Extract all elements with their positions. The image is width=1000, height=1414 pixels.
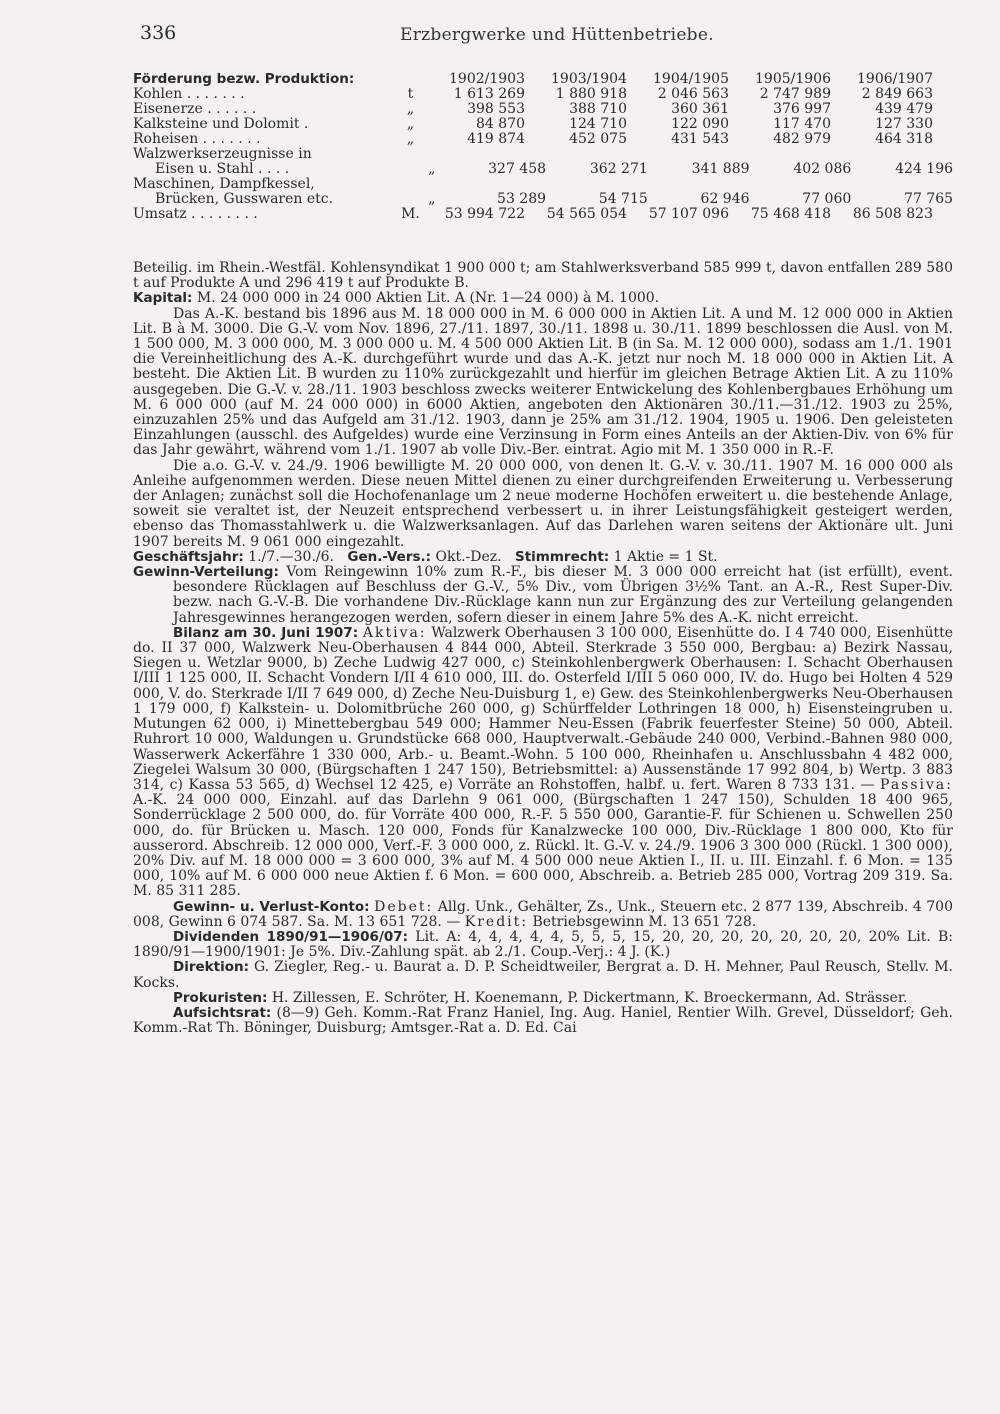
table-cell: 62 946 — [700, 191, 750, 207]
table-cell: 53 289 — [497, 191, 547, 207]
kredit-label: Kredit: — [464, 913, 528, 930]
row-unit: „ — [406, 101, 415, 117]
kapital-paragraph-1: Das A.-K. bestand bis 1896 aus M. 18 000 000 in M. 6 000 000 in Aktien Lit. A und M. 12 000 000 in Aktien Lit. B à M. 3000. Die G.-V. vom Nov. 1896, 27./11. 1897, 30./11. 1898 u. 30./11. 1899 beschlossen die Ausl. von M. 1 500 000, M. 3 000 000, M. 3 000 000 u. M. 4 500 000 Aktien Lit. B (in Sa. M. 12 000 000), sodass am 1./1. 1901 die Vereinheitlichung des A.-K. durchgeführt wurde und das A.-K. jetzt nur noch M. 18 000 000 in Aktien Lit. A besteht. Die Aktien Lit. B wurden zu 110% zurückgezahlt und hierfür im gleichen Betrage Aktien Lit. A zu 110% ausgegeben. Die G.-V. v. 28./11. 1903 beschloss zwecks weiterer Entwickelung des Kohlenbergbaues Erhöhung um M. 6 000 000 (auf M. 24 000 000) in 6000 Aktien, angeboten den Aktionären 30./11.—31./12. 1903 zu 25%, einzuzahlen 25% und das Aufgeld am 31./12. 1903, dann je 25% am 31./12. 1904, 1905 u. 1906. Den geleisteten Einzahlungen (ausschl. des Aufgeldes) wurde eine Verzinsung in Form eines Anteils an der Aktien-Div. von 6% für das Jahr gewährt, während vom 1./1. 1907 ab volle Div.-Ber. eintrat. Agio mit M. 1 350 000 in R.-F. — [133, 305, 953, 459]
row-label: Umsatz . . . . . . . . — [133, 207, 258, 222]
gewinn-section — [133, 565, 953, 626]
table-cell: 388 710 — [569, 101, 627, 117]
direktion-text: G. Ziegler, Reg.- u. Baurat a. D. P. Scheidtweiler, Bergrat a. D. H. Mehner, Paul Reusch, Stellv. M. Kocks. — [133, 959, 953, 991]
row-label: Kohlen . . . . . . . — [133, 87, 245, 102]
table-cell: 2 046 563 — [657, 86, 729, 102]
kapital-text: M. 24 000 000 in 24 000 Aktien Lit. A (Nr. 1—24 000) à M. 1000. — [196, 290, 660, 307]
stimmrecht-value: 1 Aktie = 1 St. — [613, 548, 718, 565]
table-cell: 84 870 — [476, 116, 525, 132]
syndicate-note: Beteilig. im Rhein.-Westfäl. Kohlensyndikat 1 900 000 t; am Stahlwerksverband 585 999 t, davon entfallen 289 580 t auf Produkte A und 296 419 t auf Produkte B. — [133, 260, 953, 292]
table-cell: 398 553 — [467, 101, 525, 117]
prokuristen-label: Prokuristen: — [173, 989, 268, 1006]
table-row — [133, 162, 953, 177]
row-unit — [398, 177, 423, 192]
row-unit: M. — [401, 206, 420, 222]
stimmrecht-label: Stimmrecht: — [514, 548, 610, 565]
debet-text: Allg. Unk., Gehälter, Zs., Unk., Steuern etc. 2 877 139, Abschreib. 4 700 008, Gewinn 6 074 587. Sa. M. 13 651 728. — — [133, 898, 953, 930]
table-cell: 54 715 — [598, 191, 648, 207]
table-row — [133, 147, 953, 162]
page-header — [140, 22, 960, 52]
table-cell: 439 479 — [875, 101, 933, 117]
row-unit: „ — [406, 131, 415, 147]
kapital-section — [133, 291, 953, 306]
table-cell: 360 361 — [671, 101, 729, 117]
dividenden-text: Lit. A: 4, 4, 4, 4, 4, 5, 5, 5, 15, 20, 20, 20, 20, 20, 20, 20, 20% Lit. B: 1890/91—1900/1901: Je 5%. Div.-Zahlung spät. ab 2./1. Coup.-Verj.: 4 J. (K.) — [133, 928, 953, 961]
table-row — [133, 132, 953, 147]
genvers-value: Okt.-Dez. — [435, 548, 502, 565]
table-cell: 464 318 — [875, 131, 933, 147]
table-cell: 77 060 — [802, 191, 852, 207]
dividenden-section — [133, 930, 953, 960]
debet-label: Debet: — [374, 898, 434, 915]
table-cell — [831, 177, 933, 192]
table-row — [133, 177, 953, 192]
year-col: 1906/1907 — [857, 71, 933, 87]
year-col: 1904/1905 — [653, 71, 729, 87]
table-cell: 362 271 — [589, 161, 648, 177]
kapital-paragraph-2: Die a.o. G.-V. v. 24./9. 1906 bewilligte M. 20 000 000, von denen lt. G.-V. v. 30./11. 1907 M. 16 000 000 als Anleihe aufgenommen werden. Diese neuen Mittel dienen zu einer durchgreifenden Erweiterung u. Verbesserung der Anlagen; zunächst soll die Hochofenanlage um 2 neue moderne Hochöfen erweitert u. die bestehende Anlage, soweit sie veraltet ist, der Neuzeit entsprechend verbessert u. in ihrer Leistungsfähigkeit gesteigert werden, ebenso das Thomasstahlwerk u. die Walzwerksanlagen. Auf das Darlehen waren seitens der Aktionäre ult. Juni 1907 bereits M. 9 061 000 eingezahlt. — [133, 457, 953, 550]
table-cell — [423, 177, 525, 192]
table-cell: 53 994 722 — [444, 206, 525, 222]
table-cell — [525, 177, 627, 192]
row-unit — [398, 147, 423, 162]
prokuristen-text: H. Zillessen, E. Schröter, H. Koenemann, P. Dickertmann, K. Broeckermann, Ad. Strässer. — [271, 989, 908, 1006]
running-title: Erzbergwerke und Hüttenbetriebe. — [400, 25, 714, 45]
table-row — [133, 192, 953, 207]
table-cell: 86 508 823 — [852, 206, 933, 222]
aktiva-label: Aktiva: — [362, 624, 427, 641]
table-cell: 452 075 — [569, 131, 627, 147]
geschaeft-line — [133, 550, 953, 565]
table-cell: 1 613 269 — [453, 86, 525, 102]
passiva-label: Passiva: — [880, 776, 953, 793]
table-cell — [525, 147, 627, 162]
aufsichtsrat-section — [133, 1006, 953, 1036]
kredit-text: Betriebsgewinn M. 13 651 728. — [532, 913, 757, 930]
table-cell: 431 543 — [671, 131, 729, 147]
row-unit: „ — [428, 161, 436, 177]
text-body — [133, 261, 953, 1036]
year-col: 1903/1904 — [551, 71, 627, 87]
table-cell: 482 979 — [773, 131, 831, 147]
table-cell: 376 997 — [773, 101, 831, 117]
table-cell — [729, 177, 831, 192]
gewinn-label: Gewinn-Verteilung: — [133, 564, 279, 581]
aufsichtsrat-text: (8—9) Geh. Komm.-Rat Franz Haniel, Ing. Aug. Haniel, Rentier Wilh. Grevel, Düsseldorf; Geh. Komm.-Rat Th. Böninger, Duisburg; Amtsger.-Rat a. D. Ed. Cai — [133, 1004, 954, 1037]
gewinn-text: Vom Reingewinn 10% zum R.-F., bis dieser M. 3 000 000 erreicht hat (ist erfüllt), event. besondere Rücklagen auf Beschluss der G.-V., 5% Div., vom Übrigen 3½% Tant. an A.-R., Rest Super-Div. bezw. nach G.-V.-B. Die vorhandene Div.-Rücklage kann nun zur Ergänzung des zur Verteilung gelangenden Jahresgewinnes herangezogen werden, sofern dieser in einem Jahre 5% des A.-K. nicht erreicht. — [173, 564, 954, 626]
year-col: 1905/1906 — [755, 71, 831, 87]
row-label: Brücken, Gusswaren etc. — [155, 192, 334, 207]
production-table — [133, 72, 953, 222]
row-label: Kalksteine und Dolomit . — [133, 117, 309, 132]
table-cell: 54 565 054 — [546, 206, 627, 222]
row-label: Roheisen . . . . . . . — [133, 132, 261, 147]
bilanz-section: Bilanz am 30. Juni 1907: Aktiva: Walzwerk Oberhausen 3 100 000, Eisenhütte do. I 4 740 000, Eisenhütte do. II 37 000, Walzwerk Neu-Oberhausen 4 844 000, Abteil. Sterkrade 3 550 000, Bergbau: a) Bezirk Nassau, Siegen u. Wetzlar 9000, b) Zeche Ludwig 427 000, c) Steinkohlenbergwerk Oberhausen: I. Schacht Oberhausen I/III 1 125 000, II. Schacht Vondern I/II 4 610 000, III. do. Osterfeld I/III 5 060 000, IV. do. Hugo bei Holten 4 529 000, V. do. Sterkrade I/II 7 649 000, d) Zeche Neu-Duisburg 1, e) Gew. des Steinkohlenbergwerks Neu-Oberhausen 1 179 000, f) Kalkstein- u. Dolomitbrüche 260 000, g) Schürffelder Lothringen 18 000, h) Eisensteingruben u. Mutungen 62 000, i) Minettebergbau 549 000; Hammer Neu-Essen (Fabrik feuerfester Steine) 50 000, Abteil. Ruhrort 10 000, Waldungen u. Grundstücke 668 000, Hauptverwalt.-Gebäude 240 000, Verbind.-Bahnen 980 000, Wasserwerk Ackerfähre 1 330 000, Arb.- u. Beamt.-Wohn. 5 100 000, Rheinhafen u. Anschlussbahn 4 482 000, Ziegelei Walsum 30 000, (Bürgschaften 1 247 150), Betriebsmittel: a) Aussenstände 17 992 804, b) Wertp. 3 883 314, c) Kassa 53 565, d) Wechsel 12 425, e) Vorräte an Rohstoffen, halbf. u. fert. Waren 8 733 131. — Passiva: A.-K. 24 000 000, Einzahl. auf das Darlehn 9 061 000, (Bürgschaften 1 247 150), Schulden 18 400 965, Sonderrücklage 2 500 000, do. für Vorräte 400 000, R.-F. 5 550 000, Garantie-F. für Schienen u. Schwellen 250 000, do. für Brücken u. Masch. 120 000, Fonds für Kanalzwecke 100 000, Div.-Rücklage 1 800 000, Kto für ausserord. Abschreib. 12 000 000, Verf.-F. 3 000 000, z. Rückl. lt. G.-V. v. 24./9. 1906 3 300 000 (Rückl. 1 300 000), 20% Div. auf M. 18 000 000 = 3 600 000, 3% auf M. 4 500 000 neue Aktien I., II. u. III. Einzahl. f. 6 Mon. = 135 000, 10% auf M. 6 000 000 neue Aktien f. 6 Mon. = 600 000, Abschreib. a. Betrieb 285 000, Vortrag 209 319. Sa. M. 85 311 285. — [133, 624, 954, 900]
table-cell: 122 090 — [671, 116, 729, 132]
table-cell: 402 086 — [793, 161, 852, 177]
guv-label: Gewinn- u. Verlust-Konto: — [173, 898, 370, 915]
table-cell: 75 468 418 — [750, 206, 831, 222]
row-unit: t — [407, 86, 414, 102]
kapital-label: Kapital: — [133, 290, 193, 307]
table-row — [133, 207, 953, 222]
table-cell: 57 107 096 — [648, 206, 729, 222]
dividenden-label: Dividenden 1890/91—1906/07: — [173, 928, 409, 945]
table-cell: 117 470 — [773, 116, 831, 132]
table-cell: 1 880 918 — [555, 86, 627, 102]
table-row — [133, 102, 953, 117]
row-unit: „ — [406, 116, 415, 132]
table-cell: 2 747 989 — [759, 86, 831, 102]
guv-section — [133, 900, 953, 930]
row-label: Eisenerze . . . . . . — [133, 102, 257, 117]
row-unit: „ — [428, 191, 436, 207]
table-cell — [627, 177, 729, 192]
table-cell: 2 849 663 — [861, 86, 933, 102]
table-row — [133, 117, 953, 132]
aktiva-text: Walzwerk Oberhausen 3 100 000, Eisenhütte do. I 4 740 000, Eisenhütte do. II 37 000, Walzwerk Neu-Oberhausen 4 844 000, Abteil. Sterkrade 3 550 000, Bergbau: a) Bezirk Nassau, Siegen u. Wetzlar 9000, b) Zeche Ludwig 427 000, c) Steinkohlenbergwerk Oberhausen: I. Schacht Oberhausen I/III 1 125 000, II. Schacht Vondern I/II 4 610 000, III. do. Osterfeld I/III 5 060 000, IV. do. Hugo bei Holten 4 529 000, V. do. Sterkrade I/II 7 649 000, d) Zeche Neu-Duisburg 1, e) Gew. des Steinkohlenbergwerks Neu-Oberhausen 1 179 000, f) Kalkstein- u. Dolomitbrüche 260 000, g) Schürffelder Lothringen 18 000, h) Eisensteingruben u. Mutungen 62 000, i) Minettebergbau 549 000; Hammer Neu-Essen (Fabrik feuerfester Steine) 50 000, Abteil. Ruhrort 10 000, Waldungen u. Grundstücke 668 000, Hauptverwalt.-Gebäude 240 000, Verbind.-Bahnen 980 000, Wasserwerk Ackerfähre 1 330 000, Arb.- u. Beamt.-Wohn. 5 100 000, Rheinhafen u. Anschlussbahn 4 482 000, Ziegelei Walsum 30 000, (Bürgschaften 1 247 150), Betriebsmittel: a) Aussenstände 17 992 804, b) Wertp. 3 883 314, c) Kassa 53 565, d) Wechsel 12 425, e) Vorräte an Rohstoffen, halbf. u. fert. Waren 8 733 131. — [133, 624, 954, 793]
table-cell: 327 458 — [488, 161, 547, 177]
table-cell: 424 196 — [895, 161, 954, 177]
table-cell: 124 710 — [569, 116, 627, 132]
direktion-section — [133, 960, 953, 990]
page-number: 336 — [140, 22, 177, 44]
direktion-label: Direktion: — [173, 959, 249, 976]
table-cell: 341 889 — [691, 161, 750, 177]
row-label: Eisen u. Stahl . . . . — [155, 162, 290, 177]
passiva-text: A.-K. 24 000 000, Einzahl. auf das Darlehn 9 061 000, (Bürgschaften 1 247 150), Schulden 18 400 965, Sonderrücklage 2 500 000, do. für Vorräte 400 000, R.-F. 5 550 000, Garantie-F. für Schienen u. Schwellen 250 000, do. für Brücken u. Masch. 120 000, Fonds für Kanalzwecke 100 000, Div.-Rücklage 1 800 000, Kto für ausserord. Abschreib. 12 000 000, Verf.-F. 3 000 000, z. Rückl. lt. G.-V. v. 24./9. 1906 3 300 000 (Rückl. 1 300 000), 20% Div. auf M. 18 000 000 = 3 600 000, 3% auf M. 4 500 000 neue Aktien I., II. u. III. Einzahl. f. 6 Mon. = 135 000, 10% auf M. 6 000 000 neue Aktien f. 6 Mon. = 600 000, Abschreib. a. Betrieb 285 000, Vortrag 209 319. Sa. M. 85 311 285. — [133, 792, 953, 900]
table-cell — [831, 147, 933, 162]
table-cell — [423, 147, 525, 162]
table-cell: 419 874 — [467, 131, 525, 147]
row-label: Walzwerkserzeugnisse in — [133, 147, 312, 162]
bilanz-label: Bilanz am 30. Juni 1907: — [173, 624, 359, 641]
year-col: 1902/1903 — [449, 71, 525, 87]
table-header-row — [133, 72, 953, 87]
table-cell: 127 330 — [875, 116, 933, 132]
aufsichtsrat-label: Aufsichtsrat: — [173, 1004, 272, 1021]
row-label: Maschinen, Dampfkessel, — [133, 177, 315, 192]
table-row — [133, 87, 953, 102]
table-cell: 77 765 — [904, 191, 954, 207]
production-label: Förderung bezw. Produktion: — [133, 72, 355, 87]
table-cell — [729, 147, 831, 162]
genvers-label: Gen.-Vers.: — [347, 548, 432, 565]
geschaeftsjahr-label: Geschäftsjahr: — [133, 548, 244, 565]
prokuristen-section — [133, 991, 953, 1006]
geschaeftsjahr-value: 1./7.—30./6. — [248, 548, 334, 565]
table-cell — [627, 147, 729, 162]
